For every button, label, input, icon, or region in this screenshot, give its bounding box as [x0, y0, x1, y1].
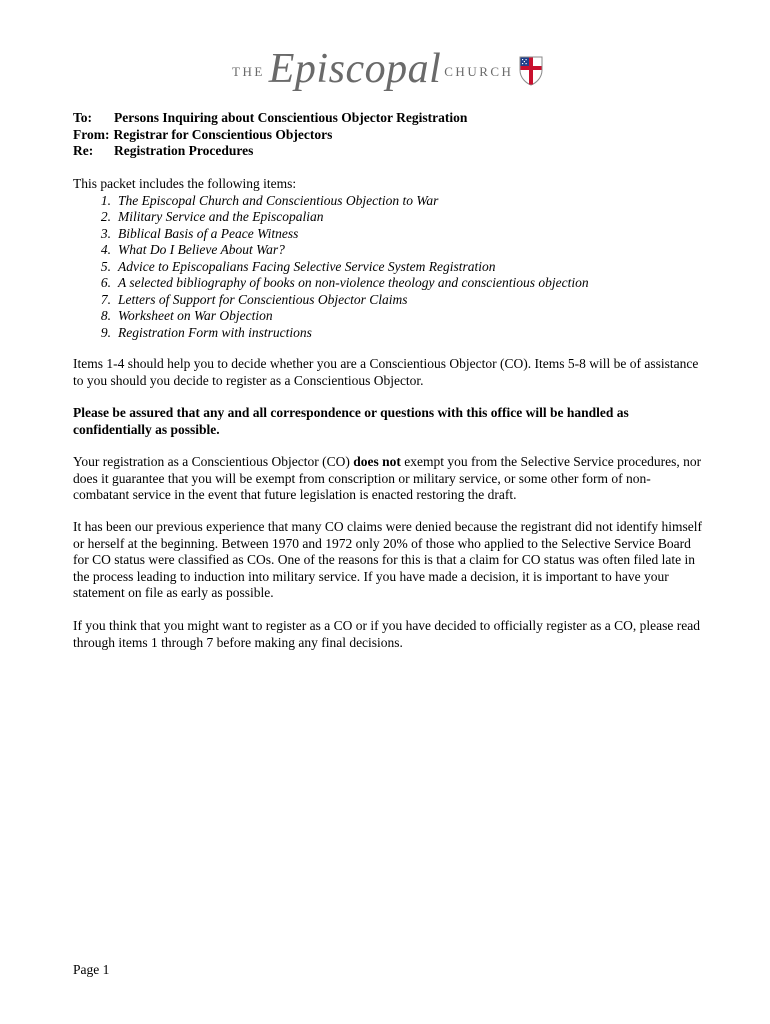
logo-church: CHURCH [444, 64, 514, 79]
list-item: 2. Military Service and the Episcopalian [100, 209, 324, 224]
memo-re-value: Registration Procedures [114, 143, 254, 158]
registration-paragraph: Your registration as a Conscientious Objector (CO) does not exempt you from the Selective Service procedures, nor does it guarantee that you will be exempt from conscription or military service, or some other form of non-combatant service in the event that future legislation is enacted restoring the draft. [73, 454, 702, 502]
memo-re-row [73, 143, 467, 160]
episcopal-church-logo [232, 44, 543, 90]
closing-paragraph: If you think that you might want to register as a CO or if you have decided to officially register as a CO, please read through items 1 through 7 before making any final decisions. [73, 618, 700, 650]
memo-to-row [73, 110, 467, 127]
memo-from-value: Registrar for Conscientious Objectors [113, 126, 333, 142]
memo-re-label: Re: [73, 143, 94, 158]
episcopal-shield-icon [519, 56, 543, 86]
experience-paragraph: It has been our previous experience that many CO claims were denied because the registrant did not identify himself or herself at the beginning. Between 1970 and 1972 only 20% of those who applied to the Selective Service Board for CO status were classified as COs. One of the reasons for this is that a claim for CO status was often filed late in the process leading to induction into military service. If you have made a decision, it is important to have your statement on file as early as possible. [73, 519, 703, 600]
list-item: 7. Letters of Support for Conscientious Objector Claims [100, 291, 408, 307]
logo-the: THE [232, 64, 265, 79]
page-number: Page 1 [73, 962, 110, 977]
list-item: 8. Worksheet on War Objection [100, 308, 273, 323]
items-paragraph: Items 1-4 should help you to decide whether you are a Conscientious Objector (CO). Items 5-8 will be of assistance to you should you decide to register as a Conscientious Objector. [73, 356, 699, 388]
memo-to-value: Persons Inquiring about Conscientious Objector Registration [114, 110, 468, 125]
list-item: 5. Advice to Episcopalians Facing Selective Service System Registration [100, 258, 496, 274]
memo-header [73, 110, 467, 160]
emphasis-does-not: does not [353, 454, 401, 469]
list-item: 1. The Episcopal Church and Conscientious Objection to War [100, 192, 439, 208]
confidentiality-paragraph: Please be assured that any and all correspondence or questions with this office will be handled as confidentially as possible. [73, 405, 629, 437]
list-item: 4. What Do I Believe About War? [100, 242, 285, 257]
packet-item-list [73, 193, 703, 342]
packet-contents [73, 176, 703, 341]
memo-from-label: From: [73, 126, 110, 142]
memo-to-label: To: [73, 110, 93, 125]
list-item: 3. Biblical Basis of a Peace Witness [100, 225, 299, 241]
packet-intro: This packet includes the following items: [73, 176, 297, 191]
list-item: 6. A selected bibliography of books on non-violence theology and conscientious objection [100, 275, 589, 290]
list-item: 9. Registration Form with instructions [100, 324, 312, 340]
memo-from-row [73, 127, 467, 144]
logo-episcopal: Episcopal [268, 46, 442, 92]
